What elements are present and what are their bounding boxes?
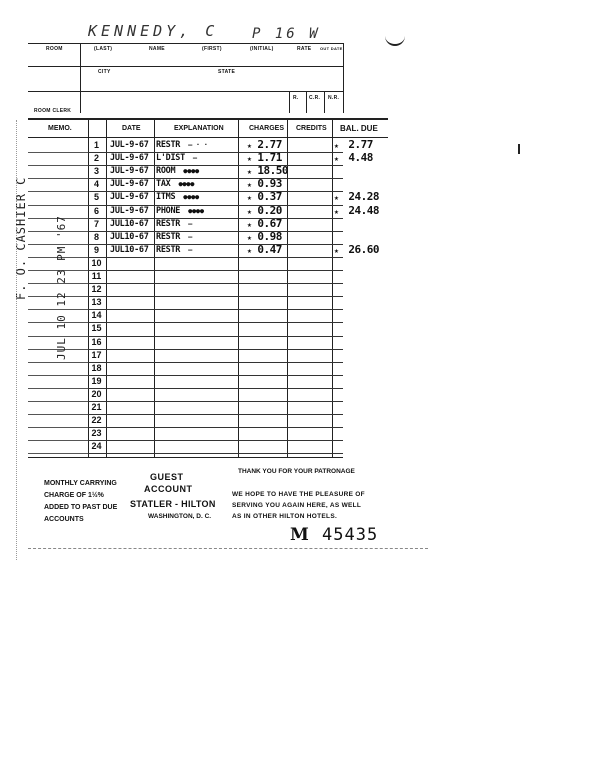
- row-line: [88, 322, 343, 323]
- label-room-clerk: ROOM CLERK: [34, 108, 72, 114]
- hope-line-3: AS IN OTHER HILTON HOTELS.: [232, 513, 338, 520]
- label-rate: RATE: [297, 46, 312, 52]
- memo-line: [28, 401, 88, 402]
- row-number: 12: [91, 284, 102, 295]
- row-explanation: [156, 206, 204, 216]
- star-icon: ★: [247, 180, 252, 190]
- row-number: 1: [93, 140, 99, 150]
- row-number: 9: [93, 244, 99, 255]
- row-number: 24: [91, 441, 102, 452]
- row-line: [88, 388, 343, 389]
- rcn-divider-2: [306, 91, 307, 113]
- header-left-border: [80, 43, 81, 113]
- row-balance-value: 26.60: [348, 242, 379, 256]
- label-city: CITY: [98, 69, 111, 75]
- row-line: [88, 270, 343, 271]
- row-charge-value: 18.50: [257, 164, 288, 178]
- row-charge: [247, 164, 288, 178]
- left-edge-dots: [16, 120, 18, 560]
- row-explanation-marks: —: [188, 245, 193, 254]
- memo-line: [28, 165, 88, 166]
- star-icon: ★: [334, 245, 339, 255]
- row-explanation: [156, 245, 192, 255]
- handwritten-extra: P 16 W: [252, 26, 321, 42]
- star-icon: ★: [334, 193, 339, 203]
- row-line: [88, 336, 343, 337]
- star-icon: ★: [247, 167, 252, 177]
- row-explanation: [156, 219, 192, 229]
- row-charge: [247, 204, 285, 217]
- label-nr: N.R.: [328, 95, 340, 101]
- row-explanation: [156, 166, 199, 176]
- row-explanation: [156, 140, 208, 150]
- header-line-3: [28, 91, 343, 92]
- hotel-city: WASHINGTON, D. C.: [148, 513, 212, 520]
- row-line: [88, 375, 343, 376]
- table-top-line: [28, 118, 388, 120]
- memo-line: [28, 205, 88, 206]
- row-date: JUL-9-67: [110, 192, 149, 203]
- row-line: [88, 309, 343, 310]
- cashier-stamp-date: JUL 10 12 23 PM '67: [55, 215, 68, 360]
- row-line: [88, 453, 343, 454]
- hope-line-1: WE HOPE TO HAVE THE PLEASURE OF: [232, 491, 365, 498]
- hope-line-2: SERVING YOU AGAIN HERE, AS WELL: [232, 502, 362, 509]
- row-charge-value: 2.77: [257, 138, 282, 151]
- col-date: DATE: [122, 125, 141, 132]
- star-icon: ★: [334, 206, 339, 216]
- label-name: NAME: [149, 46, 165, 52]
- memo-line: [28, 427, 88, 428]
- row-number: 11: [91, 271, 102, 281]
- label-last: (LAST): [94, 46, 113, 52]
- row-explanation-marks: ●●●●: [178, 180, 195, 189]
- label-first: (FIRST): [202, 46, 222, 52]
- col-line-date: [154, 118, 155, 457]
- row-balance: [334, 190, 380, 203]
- row-number: 8: [93, 231, 99, 242]
- col-bal-due: BAL. DUE: [340, 124, 378, 133]
- row-explanation-code: PHONE: [156, 205, 181, 216]
- row-date: JUL10-67: [110, 244, 149, 255]
- carrying-charge-line-1: MONTHLY CARRYING: [44, 480, 117, 487]
- header-right-border: [343, 43, 344, 113]
- row-date: JUL-9-67: [110, 166, 149, 177]
- memo-line: [28, 388, 88, 389]
- carrying-charge-line-4: ACCOUNTS: [44, 516, 84, 523]
- scan-edge-mark: [518, 144, 520, 154]
- guest-label: GUEST: [150, 472, 184, 482]
- row-charge-value: 0.93: [257, 177, 282, 191]
- row-explanation-code: RESTR: [156, 231, 181, 242]
- row-date: JUL-9-67: [110, 153, 149, 164]
- row-line: [88, 349, 343, 350]
- row-charge-value: 0.47: [257, 242, 282, 256]
- row-date: JUL-9-67: [110, 205, 149, 216]
- row-number: 6: [93, 205, 99, 216]
- memo-line: [28, 152, 88, 153]
- star-icon: ★: [247, 245, 252, 255]
- row-line: [88, 414, 343, 415]
- thank-you: THANK YOU FOR YOUR PATRONAGE: [238, 468, 355, 475]
- row-date: JUL10-67: [110, 231, 149, 242]
- row-charge-value: 0.20: [257, 203, 282, 217]
- row-balance: [334, 204, 380, 217]
- star-icon: ★: [247, 193, 252, 203]
- label-room: ROOM: [46, 46, 63, 52]
- rcn-divider-3: [324, 91, 325, 113]
- scribble-mark: [385, 36, 405, 46]
- col-charges: CHARGES: [249, 125, 285, 132]
- row-date: JUL10-67: [110, 218, 149, 229]
- row-charge-value: 0.98: [257, 229, 282, 243]
- label-cr: C.R.: [309, 95, 321, 101]
- label-state: STATE: [218, 69, 236, 75]
- row-charge: [247, 138, 285, 151]
- row-charge: [247, 151, 285, 164]
- row-line: [88, 427, 343, 428]
- row-charge-value: 0.37: [257, 190, 282, 204]
- serial-number: 45435: [322, 525, 379, 545]
- rcn-divider-1: [289, 91, 290, 113]
- row-number: 10: [91, 257, 102, 268]
- row-explanation-code: RESTR: [156, 218, 181, 229]
- account-label: ACCOUNT: [144, 484, 193, 494]
- memo-line: [28, 191, 88, 192]
- row-charge-value: 1.71: [257, 151, 282, 165]
- handwritten-name: KENNEDY, C: [88, 22, 219, 40]
- hotel-name: STATLER - HILTON: [130, 499, 216, 509]
- row-balance-value: 24.48: [348, 203, 379, 217]
- row-number: 21: [91, 402, 102, 412]
- row-explanation: [156, 179, 194, 189]
- row-charge: [247, 177, 285, 190]
- col-line-num: [106, 118, 107, 457]
- row-number: 20: [91, 388, 102, 399]
- col-line-credits: [332, 118, 333, 457]
- row-number: 3: [93, 166, 99, 177]
- row-explanation-marks: ●●●●: [183, 193, 199, 202]
- star-icon: ★: [247, 232, 252, 242]
- row-number: 13: [91, 297, 102, 308]
- row-number: 23: [91, 428, 102, 439]
- label-initial: (INITIAL): [250, 46, 274, 52]
- memo-line: [28, 414, 88, 415]
- row-number: 19: [91, 375, 102, 386]
- row-line: [88, 440, 343, 441]
- memo-line: [28, 362, 88, 363]
- col-credits: CREDITS: [296, 125, 327, 132]
- header-line-2: [28, 66, 343, 67]
- star-icon: ★: [247, 206, 252, 216]
- carrying-charge-line-2: CHARGE OF 1½%: [44, 492, 104, 499]
- star-icon: ★: [247, 141, 252, 150]
- row-number: 14: [91, 310, 102, 321]
- row-explanation-code: ROOM: [156, 166, 176, 177]
- row-line: [88, 283, 343, 284]
- row-balance-value: 2.77: [348, 138, 373, 151]
- row-balance: [334, 243, 380, 256]
- row-explanation-code: L'DIST: [156, 153, 185, 164]
- row-balance: [334, 138, 380, 151]
- row-explanation: [156, 232, 192, 242]
- row-balance-value: 4.48: [348, 151, 373, 165]
- row-line: [88, 401, 343, 402]
- memo-line: [28, 375, 88, 376]
- row-explanation-marks: ●●●●: [183, 167, 199, 176]
- row-line: [88, 296, 343, 297]
- col-explanation: EXPLANATION: [174, 125, 224, 132]
- row-explanation: [156, 153, 197, 163]
- row-number: 5: [93, 192, 99, 203]
- row-explanation-marks: — · ·: [188, 141, 208, 149]
- row-line: [88, 362, 343, 363]
- row-charge: [247, 243, 285, 256]
- row-explanation-marks: —: [192, 154, 197, 163]
- star-icon: ★: [247, 154, 252, 164]
- row-number: 2: [93, 153, 99, 164]
- star-icon: ★: [247, 219, 252, 229]
- row-number: 17: [91, 349, 102, 360]
- row-number: 18: [91, 362, 102, 373]
- cashier-stamp: F. O. CASHIER C: [14, 176, 28, 300]
- row-charge: [247, 217, 285, 230]
- row-explanation-marks: —: [188, 219, 193, 228]
- memo-line: [28, 453, 88, 454]
- carrying-charge-line-3: ADDED TO PAST DUE: [44, 504, 118, 511]
- row-charge-value: 0.67: [257, 216, 282, 230]
- row-explanation-marks: —: [188, 232, 193, 241]
- row-number: 7: [93, 218, 99, 229]
- row-explanation-code: ITMS: [156, 192, 176, 203]
- row-explanation-code: RESTR: [156, 244, 181, 255]
- footer-top-line: [28, 457, 343, 458]
- memo-line: [28, 440, 88, 441]
- star-icon: ★: [334, 154, 339, 164]
- row-balance-value: 24.28: [348, 190, 379, 204]
- row-number: 22: [91, 415, 102, 426]
- row-date: JUL-9-67: [110, 179, 149, 190]
- row-explanation-code: TAX: [156, 179, 171, 190]
- row-explanation-marks: ●●●●: [188, 206, 204, 215]
- header-line-1: [28, 43, 343, 44]
- row-date: JUL-9-67: [110, 140, 149, 150]
- row-number: 4: [93, 179, 99, 190]
- serial-prefix: M: [290, 525, 309, 545]
- label-out-date: OUT DATE: [320, 46, 343, 51]
- label-r: R.: [293, 95, 299, 101]
- col-memo: MEMO.: [48, 125, 72, 132]
- star-icon: ★: [334, 141, 339, 150]
- row-explanation: [156, 192, 199, 202]
- row-number: 16: [91, 336, 102, 347]
- row-balance: [334, 151, 380, 164]
- memo-line: [28, 178, 88, 179]
- bottom-dashed-edge: [28, 548, 428, 549]
- row-charge: [247, 190, 285, 203]
- row-explanation-code: RESTR: [156, 140, 181, 150]
- row-line: [88, 257, 343, 258]
- col-line-exp: [238, 118, 239, 457]
- row-charge: [247, 230, 285, 243]
- row-number: 15: [91, 323, 102, 334]
